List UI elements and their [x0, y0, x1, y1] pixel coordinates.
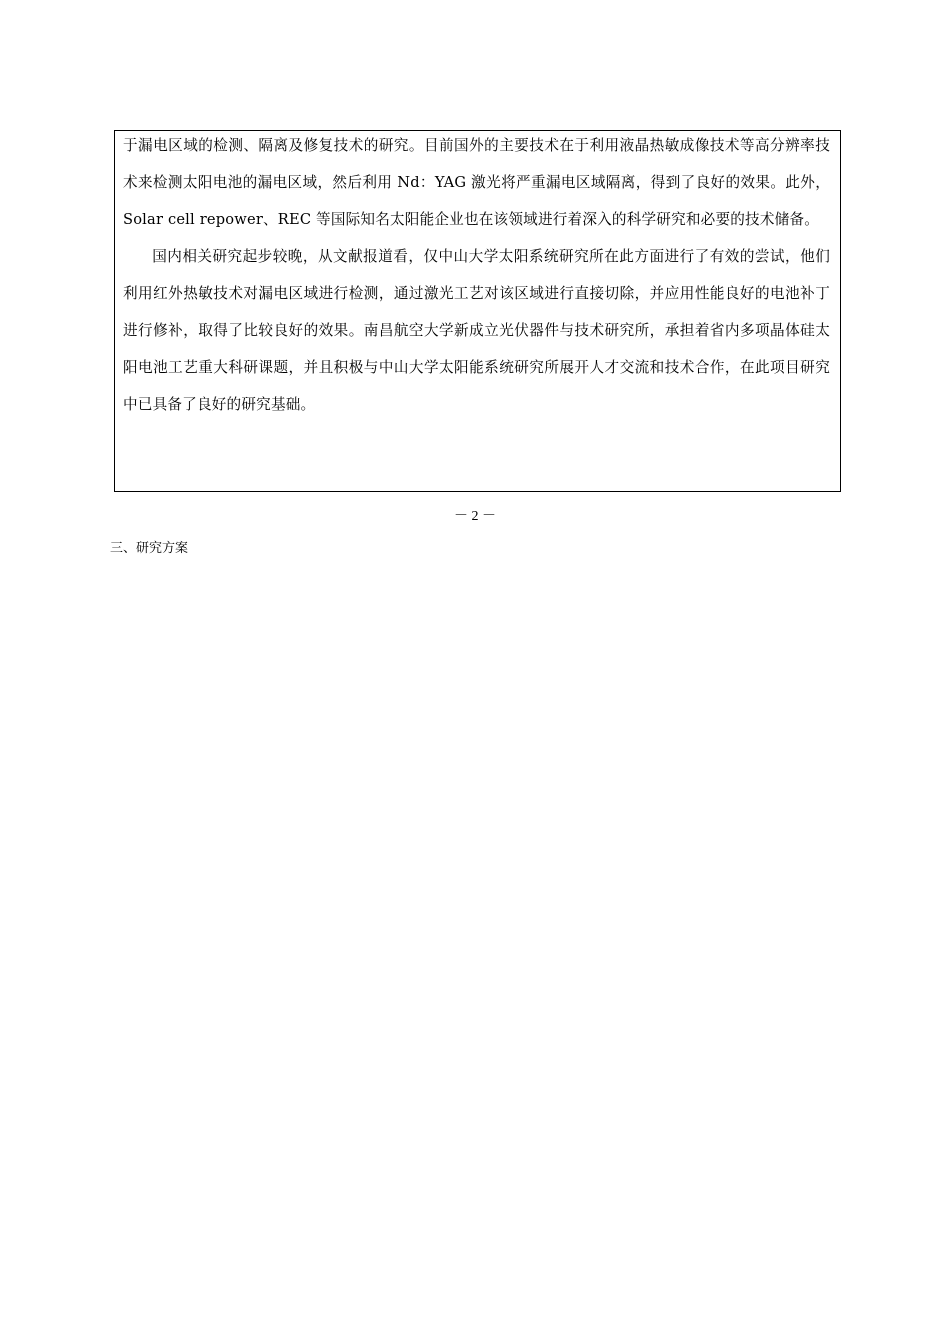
- page-number: － 2 －: [454, 509, 496, 524]
- paragraph-domestic-research: 国内相关研究起步较晚，从文献报道看，仅中山大学太阳系统研究所在此方面进行了有效的尝试，他们利用红外热敏技术对漏电区域进行检测，通过激光工艺对该区域进行直接切除，并应用性能良好的电池补丁进行修补，取得了比较良好的效果。南昌航空大学新成立光伏器件与技术研究所，承担着省内多项晶体硅太阳电池工艺重大科研课题，并且积极与中山大学太阳能系统研究所展开人才交流和技术合作，在此项目研究中已具备了良好的研究基础。: [123, 248, 830, 413]
- section-heading: 三、研究方案: [110, 541, 189, 556]
- content-table-cell: [114, 130, 841, 492]
- paragraph-foreign-research: 于漏电区域的检测、隔离及修复技术的研究。目前国外的主要技术在于利用液晶热敏成像技术等高分辨率技术来检测太阳电池的漏电区域，然后利用 Nd：YAG 激光将严重漏电区域隔离，得到了良好的效果。此外，Solar cell repower、REC 等国际知名太阳能企业也在该领域进行着深入的科学研究和必要的技术储备。: [123, 137, 830, 228]
